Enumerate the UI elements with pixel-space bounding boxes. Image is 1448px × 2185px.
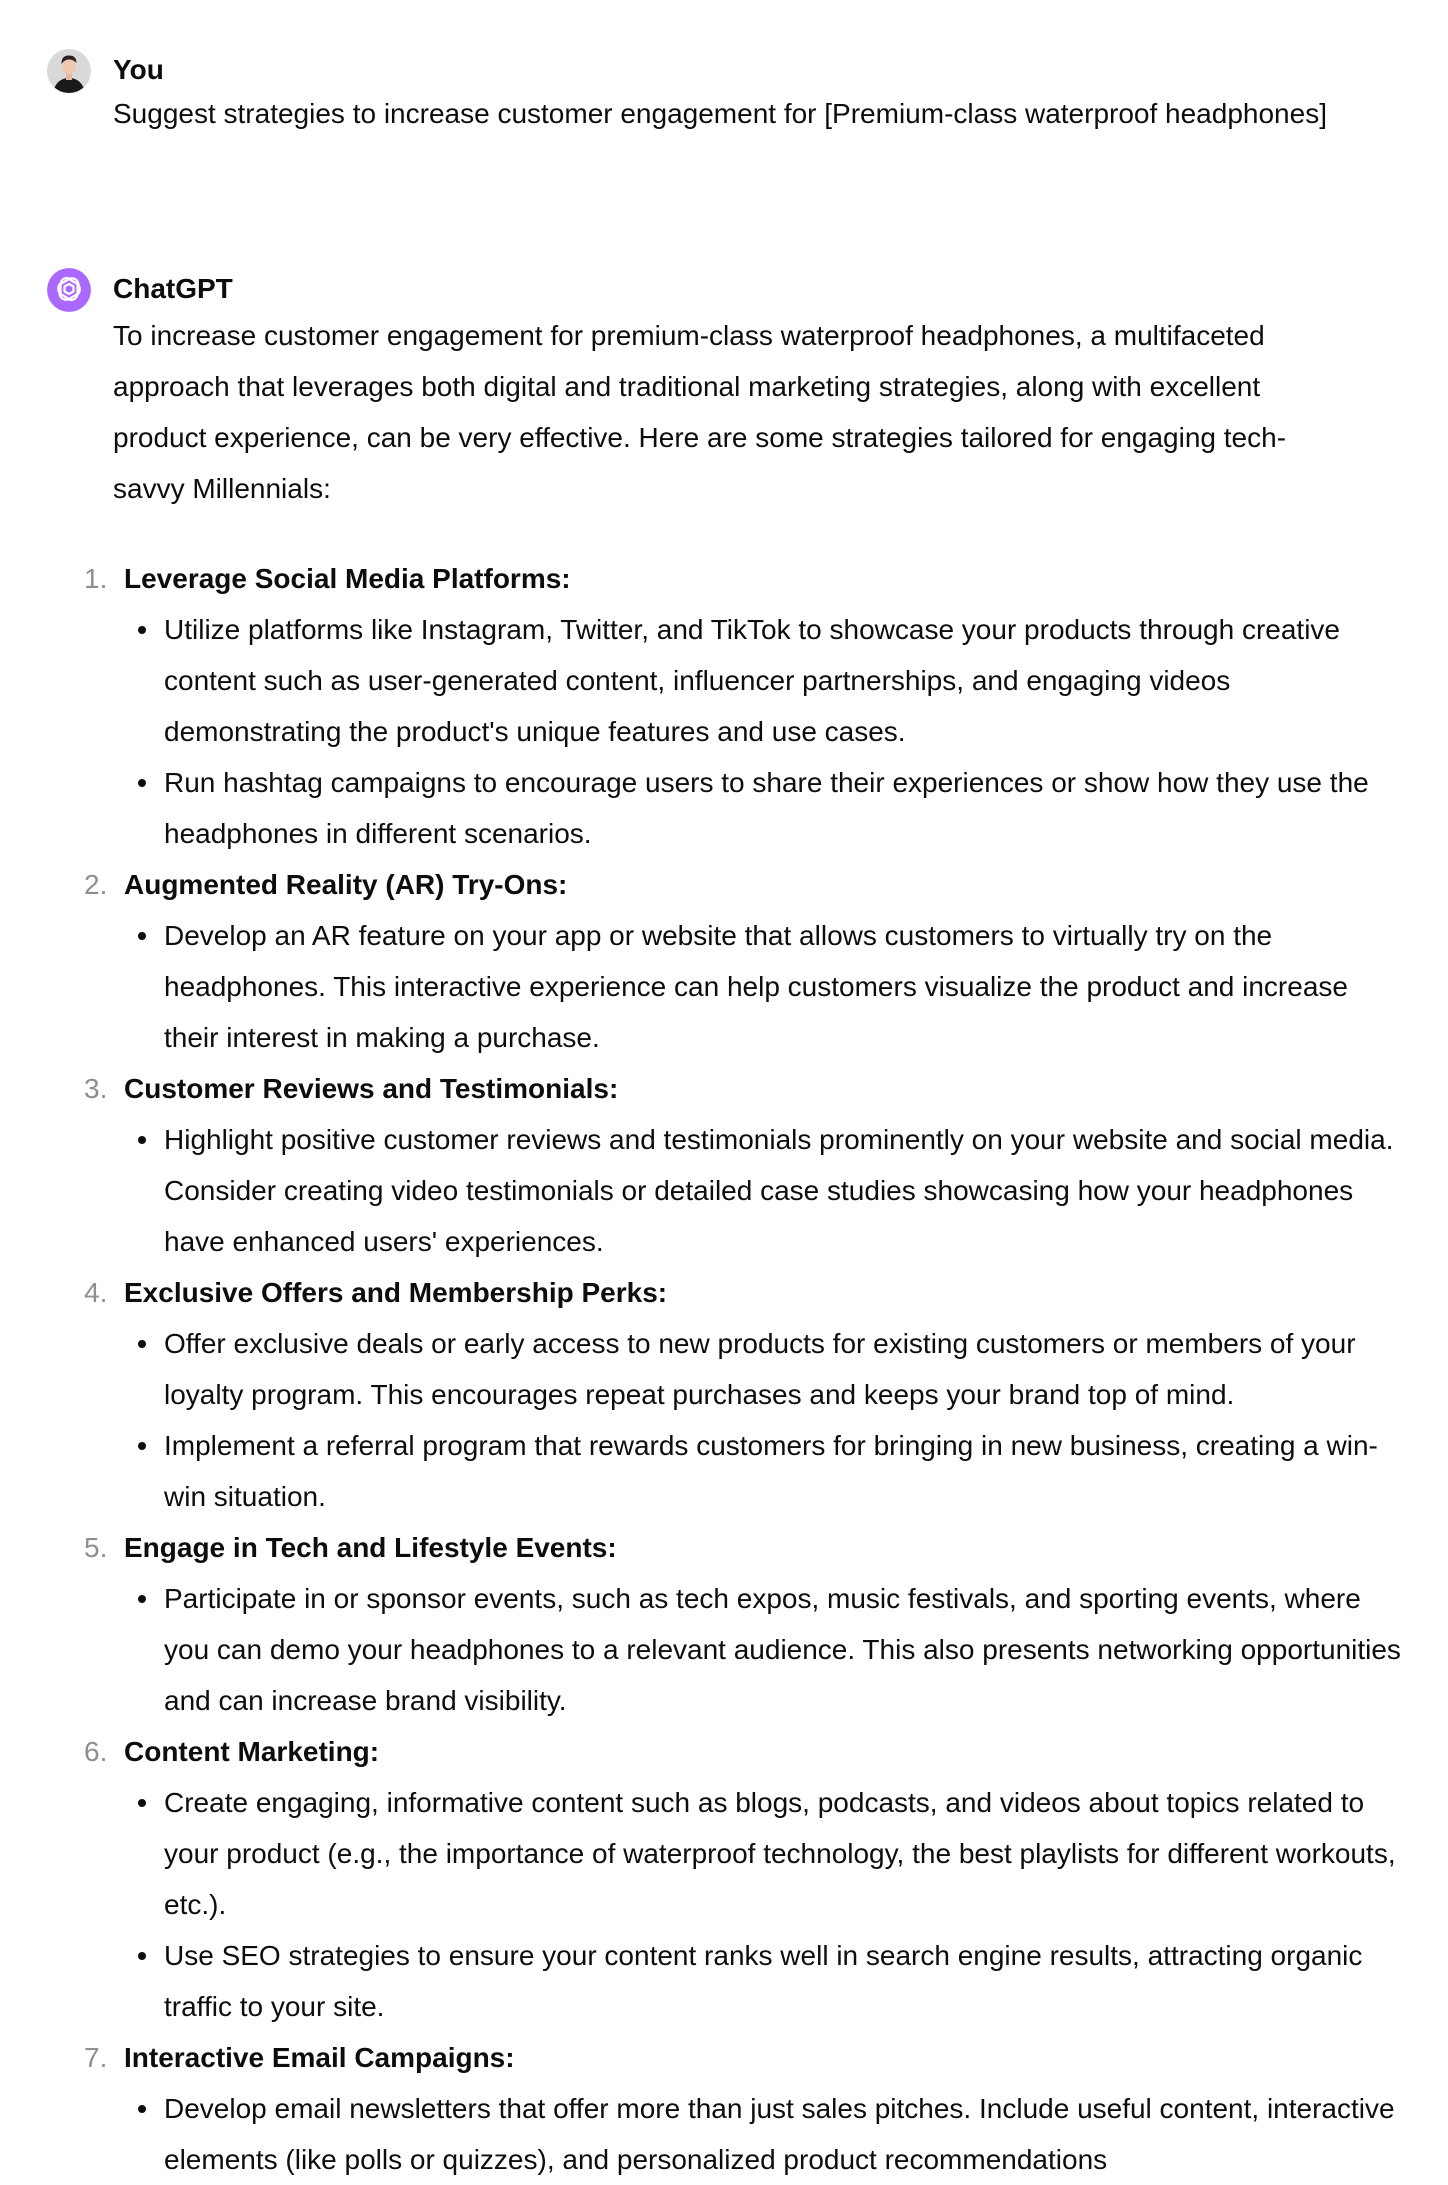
strategy-number: 4.: [84, 1277, 108, 1308]
bullet-text: Offer exclusive deals or early access to new products for existing customers or members of your loyalty program. This encourages repeat purchases and keeps your brand top of mind.: [164, 1328, 1356, 1410]
strategy-item: [0, 1267, 1378, 1522]
bullet-text: Create engaging, informative content such as blogs, podcasts, and videos about topics related to your product (e.g., the importance of waterproof technology, the best playlists for different workouts, etc.).: [164, 1787, 1396, 1920]
strategy-bullets: [124, 910, 1374, 1063]
strategy-bullet: [124, 2083, 1404, 2185]
strategy-bullet: [124, 1573, 1404, 1726]
strategy-list: [0, 553, 1448, 2185]
bullet-dot: [138, 779, 146, 787]
assistant-avatar: [47, 268, 91, 312]
strategy-heading: Exclusive Offers and Membership Perks:: [124, 1277, 668, 1308]
strategy-number: 6.: [84, 1736, 108, 1767]
bullet-dot: [138, 1340, 146, 1348]
strategy-item: [0, 1522, 1401, 1726]
user-prompt-text: Suggest strategies to increase customer engagement for [Premium-class waterproof headphones]: [113, 98, 1327, 129]
assistant-intro-text: To increase customer engagement for premium-class waterproof headphones, a multifaceted approach that leverages both digital and traditional marketing strategies, along with excellent product experience, can be very effective. Here are some strategies tailored for engaging tech-savvy Millennials:: [113, 320, 1287, 504]
strategy-bullets: [124, 604, 1374, 859]
strategy-number: 2.: [84, 869, 108, 900]
bullet-dot: [138, 1595, 146, 1603]
strategy-item: [0, 553, 1374, 859]
strategy-bullets: [124, 1114, 1394, 1267]
strategy-number: 3.: [84, 1073, 108, 1104]
strategy-heading: Engage in Tech and Lifestyle Events:: [124, 1532, 617, 1563]
bullet-text: Implement a referral program that rewards customers for bringing in new business, creating a win-win situation.: [164, 1430, 1378, 1512]
strategy-heading: Leverage Social Media Platforms:: [124, 563, 571, 594]
strategy-bullet: [124, 757, 1404, 859]
strategy-bullets: [124, 1318, 1378, 1522]
strategy-number: 1.: [84, 563, 108, 594]
strategy-item: [0, 1063, 1394, 1267]
strategy-bullet: [124, 1318, 1404, 1420]
bullet-text: Use SEO strategies to ensure your content ranks well in search engine results, attracting organic traffic to your site.: [164, 1940, 1363, 2022]
user-avatar-icon: [47, 49, 91, 93]
strategy-bullets: [124, 1777, 1396, 2032]
strategy-item: [0, 859, 1374, 1063]
user-author-name: You: [113, 54, 164, 85]
bullet-text: Utilize platforms like Instagram, Twitter, and TikTok to showcase your products through creative content such as user-generated content, influencer partnerships, and engaging videos demonstrating the product's unique features and use cases.: [164, 614, 1340, 747]
bullet-text: Run hashtag campaigns to encourage users to share their experiences or show how they use the headphones in different scenarios.: [164, 767, 1369, 849]
strategy-item: [0, 1726, 1396, 2032]
strategy-bullets: [124, 2083, 1395, 2185]
strategy-bullet: [124, 604, 1404, 757]
bullet-text: Participate in or sponsor events, such as tech expos, music festivals, and sporting events, where you can demo your headphones to a relevant audience. This also presents networking opportunities and can increase brand visibility.: [164, 1583, 1401, 1716]
strategy-number: 7.: [84, 2042, 108, 2073]
strategy-item: [0, 2032, 1395, 2185]
strategy-heading: Interactive Email Campaigns:: [124, 2042, 515, 2073]
assistant-author-name: ChatGPT: [113, 273, 233, 304]
bullet-dot: [138, 1136, 146, 1144]
strategy-bullet: [124, 1777, 1404, 1930]
strategy-number: 5.: [84, 1532, 108, 1563]
strategy-heading: Content Marketing:: [124, 1736, 380, 1767]
bullet-dot: [138, 1799, 146, 1807]
strategy-bullet: [124, 1114, 1404, 1267]
strategy-heading: Customer Reviews and Testimonials:: [124, 1073, 619, 1104]
strategy-bullet: [124, 1420, 1404, 1522]
user-avatar: [47, 49, 91, 93]
bullet-dot: [138, 932, 146, 940]
strategy-bullet: [124, 910, 1404, 1063]
bullet-dot: [138, 2105, 146, 2113]
bullet-text: Develop email newsletters that offer more than just sales pitches. Include useful content, interactive elements (like polls or quizzes), and personalized product recommendations: [164, 2093, 1395, 2175]
bullet-dot: [138, 1442, 146, 1450]
bullet-dot: [138, 626, 146, 634]
strategy-bullets: [124, 1573, 1401, 1726]
bullet-dot: [138, 1952, 146, 1960]
chatgpt-logo-icon: [47, 268, 91, 312]
strategy-heading: Augmented Reality (AR) Try-Ons:: [124, 869, 568, 900]
strategy-bullet: [124, 1930, 1404, 2032]
bullet-text: Highlight positive customer reviews and testimonials prominently on your website and social media. Consider creating video testimonials or detailed case studies showcasing how your headphones have enhanced users' experiences.: [164, 1124, 1394, 1257]
bullet-text: Develop an AR feature on your app or website that allows customers to virtually try on the headphones. This interactive experience can help customers visualize the product and increase their interest in making a purchase.: [164, 920, 1348, 1053]
